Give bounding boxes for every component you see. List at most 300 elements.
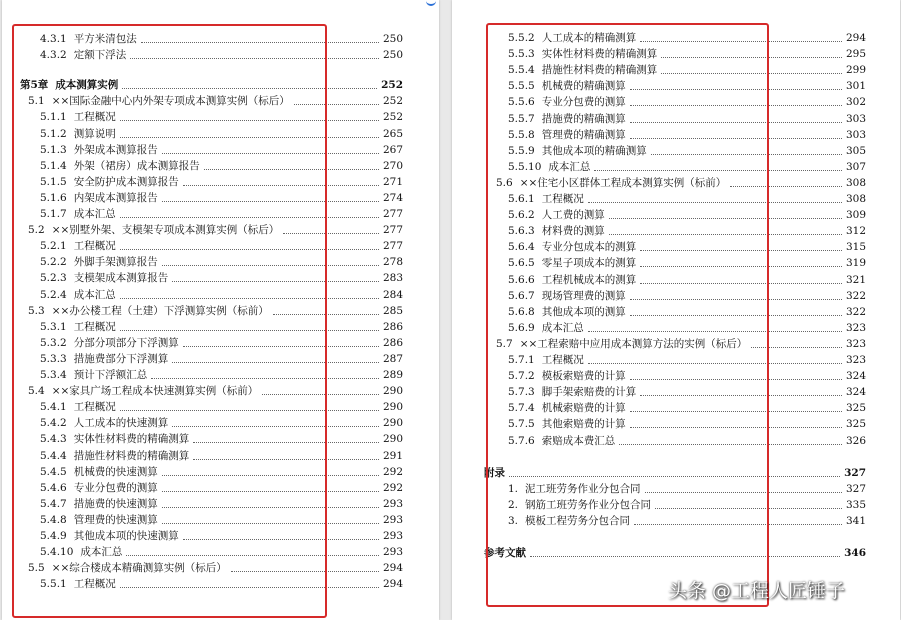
toc-dot-leader [120,120,379,121]
toc-entry-page: 346 [844,547,866,559]
toc-entry-page: 265 [382,127,403,140]
toc-entry-page: 322 [845,289,866,302]
toc-page-right [452,0,900,620]
toc-entry-title: 附录 [484,466,505,479]
toc-entry[interactable] [508,207,866,223]
toc-entry-number: 5.6.8 [508,305,535,318]
toc-entry-page: 319 [845,257,866,270]
toc-entry-number: 5.7.5 [508,418,535,431]
toc-dot-leader [640,41,842,42]
toc-entry[interactable] [28,222,403,238]
toc-entry-title: 专业分包费的测算 [541,96,626,109]
toc-entry-number: 5.5.1 [40,578,67,591]
toc-entry-number: 5.5.6 [508,96,535,109]
toc-list-right [452,0,900,620]
toc-entry[interactable] [40,431,403,447]
toc-entry-title: 成本测算实例 [55,79,119,92]
toc-entry-page: 325 [845,418,866,431]
toc-dot-leader [651,154,842,155]
toc-entry-number: 5.5.9 [508,144,535,157]
toc-entry-number: 5.7.6 [508,434,535,447]
toc-entry-number: 5.4.2 [40,417,67,430]
toc-entry-number: 5.6.2 [508,209,535,222]
toc-entry-title: ××别墅外架、支模架专项成本测算实例（标后） [51,224,280,237]
toc-entry-number: 5.6.4 [508,241,535,254]
toc-entry[interactable] [496,175,866,191]
toc-dot-leader [640,395,842,396]
toc-entry-title: ××综合楼成本精确测算实例（标后） [51,562,227,575]
toc-entry-number: 5.4.7 [40,497,67,510]
toc-entry[interactable] [40,367,403,383]
toc-entry-title: 工程概况 [73,111,116,124]
toc-dot-leader [141,42,379,43]
toc-entry-title: 其他成本项的测算 [541,305,626,318]
toc-entry-page: 289 [382,369,403,381]
toc-entry-page: 294 [382,562,403,575]
toc-entry-title: 机械费的精确测算 [541,80,626,93]
toc-entry[interactable] [40,351,403,367]
toc-entry-title: 参考文献 [484,547,526,559]
toc-dot-leader [640,266,842,267]
toc-entry[interactable] [508,384,866,400]
toc-entry-number: 5.6.5 [508,257,535,270]
toc-dot-leader [162,523,379,524]
toc-dot-leader [661,73,842,74]
toc-entry-title: 零星子项成本的测算 [541,257,637,270]
toc-entry-page: 292 [382,465,403,478]
toc-entry-number: 5.1.1 [40,111,67,124]
toc-entry-title: 人工费的测算 [541,209,605,222]
toc-entry[interactable] [508,62,866,78]
toc-entry-number: 5.6.3 [508,225,535,238]
toc-entry-title: 措施性材料费的精确测算 [73,449,190,462]
toc-dot-leader [120,410,379,411]
toc-entry-title: 平方米清包法 [73,33,137,45]
toc-entry[interactable] [484,545,866,561]
toc-entry[interactable] [508,352,866,368]
toc-entry[interactable] [508,30,866,46]
toc-entry[interactable] [40,287,403,303]
toc-dot-leader [630,315,842,316]
toc-dot-leader [162,153,379,154]
toc-entry-title: 人工成本的快速测算 [73,417,169,430]
toc-entry-page: 303 [845,112,866,125]
toc-entry-page: 252 [381,79,403,92]
toc-entry[interactable] [508,46,866,62]
toc-entry-title: 其他索赔费的计算 [541,418,626,431]
toc-entry[interactable] [40,335,403,351]
toc-dot-leader [630,105,842,106]
toc-list-left [2,0,439,620]
toc-entry-number: 5.5.3 [508,48,535,61]
toc-entry-number: 5.6.6 [508,273,535,286]
toc-page-left [2,0,439,620]
toc-entry-title: 外脚手架测算报告 [73,256,158,269]
toc-entry-number: 5.2.1 [40,240,67,253]
toc-entry-number: 5.1.4 [40,159,67,172]
toc-dot-leader [130,58,379,59]
toc-entry-number: 5.5.4 [508,64,535,77]
toc-entry-number: 5.4.5 [40,465,67,478]
toc-entry[interactable] [508,272,866,288]
toc-dot-leader [262,394,379,395]
toc-entry-number: 5.6.7 [508,289,535,302]
toc-entry-number: 5.2 [28,224,45,237]
toc-entry[interactable] [496,336,866,352]
toc-dot-leader [122,88,377,89]
toc-entry[interactable] [28,560,403,576]
toc-entry-page: 335 [845,498,866,511]
toc-dot-leader [630,411,842,412]
toc-dot-leader [162,265,379,266]
toc-dot-leader [183,539,379,540]
toc-dot-leader [588,363,842,364]
toc-dot-leader [634,524,842,525]
toc-entry-number: 5.7.1 [508,354,535,366]
toc-entry-page: 284 [382,288,403,301]
toc-entry-page: 327 [844,466,866,479]
toc-entry[interactable] [20,77,403,93]
toc-entry-title: 成本汇总 [541,321,584,334]
toc-entry-number: 5.1.3 [40,143,67,156]
toc-entry-page: 301 [845,80,866,93]
toc-entry-title: 内架成本测算报告 [73,191,158,204]
toc-entry-number: 5.3.2 [40,336,67,349]
toc-entry-page: 287 [382,352,403,365]
toc-entry-number: 5.4.8 [40,513,67,526]
toc-entry-title: 专业分包费的测算 [73,481,158,494]
toc-entry-title: ××家具广场工程成本快速测算实例（标前） [51,385,259,398]
toc-entry-page: 291 [382,449,403,462]
toc-dot-leader [120,330,379,331]
toc-dot-leader [120,587,379,588]
toc-dot-leader [645,492,842,493]
toc-entry-title: 成本汇总 [80,546,123,559]
toc-entry[interactable] [40,206,403,222]
toc-entry-page: 290 [382,385,403,398]
toc-dot-leader [661,57,842,58]
toc-entry-page: 274 [382,191,403,204]
toc-entry-title: 外架（裙房）成本测算报告 [73,159,200,172]
toc-dot-leader [204,169,379,170]
toc-entry[interactable] [40,31,403,47]
toc-entry-title: 机械费的快速测算 [73,465,158,478]
toc-entry-number: 5.3.4 [40,369,67,381]
toc-entry-title: 工程概况 [541,354,584,366]
toc-entry-number: 5.7.2 [508,370,535,383]
toc-entry-number: 5.3.1 [40,320,67,333]
toc-entry[interactable] [40,448,403,464]
toc-entry-page: 308 [845,193,866,205]
toc-entry-page: 308 [845,176,866,189]
toc-entry-number: 5.6.1 [508,193,535,205]
toc-entry-page: 252 [382,111,403,124]
toc-dot-leader [751,347,842,348]
toc-entry-title: 实体性材料费的精确测算 [73,433,190,446]
toc-dot-leader [120,298,379,299]
toc-dot-leader [120,137,379,138]
toc-dot-leader [655,508,842,509]
toc-entry-page: 270 [382,159,403,172]
toc-entry-page: 283 [382,272,403,285]
toc-entry-number: 5.7 [496,337,513,350]
toc-entry[interactable] [508,159,866,175]
toc-entry-page: 290 [382,417,403,430]
toc-entry-page: 278 [382,256,403,269]
toc-entry[interactable] [40,576,403,592]
toc-entry[interactable] [40,544,403,560]
toc-entry-title: 成本汇总 [73,288,116,301]
toc-entry-page: 299 [845,64,866,77]
toc-entry-page: 341 [845,514,866,527]
toc-entry[interactable] [40,109,403,125]
toc-entry-page: 323 [845,337,866,350]
toc-entry[interactable] [40,528,403,544]
toc-entry[interactable] [508,368,866,384]
toc-entry[interactable] [508,191,866,207]
toc-entry-title: 工程概况 [73,240,116,253]
toc-entry-page: 295 [845,48,866,61]
toc-entry-page: 293 [382,497,403,510]
toc-entry[interactable] [508,288,866,304]
toc-entry-number: 5.2.3 [40,272,67,285]
toc-entry-page: 293 [382,530,403,542]
toc-entry-number: 5.3 [28,304,45,317]
toc-entry-number: 5.4 [28,385,45,398]
toc-dot-leader [126,555,379,556]
toc-entry-page: 285 [382,304,403,317]
toc-entry-number: 5.1.6 [40,191,67,204]
toc-dot-leader [120,217,379,218]
toc-entry-page: 327 [845,482,866,495]
toc-entry-number: 5.5.5 [508,80,535,93]
toc-entry[interactable] [40,190,403,206]
toc-entry-title: 钢筋工班劳务作业分包合同 [525,498,652,511]
toc-entry-number: 2. [508,498,519,511]
toc-dot-leader [193,442,379,443]
toc-entry-page: 323 [845,354,866,366]
toc-entry[interactable] [508,481,866,497]
toc-entry[interactable] [484,465,866,481]
toc-entry-title: 措施性材料费的精确测算 [541,64,658,77]
toc-entry-page: 286 [382,320,403,333]
toc-entry-title: 泥工班劳务作业分包合同 [525,482,641,495]
toc-entry-page: 271 [382,175,403,188]
toc-entry-page: 305 [845,144,866,157]
toc-entry[interactable] [508,433,866,449]
toc-entry[interactable] [40,464,403,480]
toc-entry[interactable] [508,239,866,255]
toc-dot-leader [283,233,379,234]
toc-dot-leader [594,170,842,171]
toc-dot-leader [183,346,379,347]
toc-dot-leader [273,314,379,315]
toc-dot-leader [630,122,842,123]
toc-entry[interactable] [40,238,403,254]
toc-entry-page: 322 [845,305,866,318]
toc-entry-title: 工程概况 [541,193,584,205]
toc-entry-title: ××住宅小区群体工程成本测算实例（标前） [519,176,727,189]
toc-entry-page: 290 [382,433,403,446]
toc-entry[interactable] [508,127,866,143]
watermark-text: 头条 @工程人匠锤子 [668,580,846,602]
toc-entry-title: 专业分包成本的测算 [541,241,637,254]
toc-entry-page: 292 [382,481,403,494]
toc-dot-leader [609,234,842,235]
toc-entry-title: 成本汇总 [73,208,116,220]
toc-dot-leader [630,89,842,90]
toc-entry[interactable] [40,319,403,335]
toc-entry-title: 机械索赔费的计算 [541,402,626,415]
toc-entry-title: 索赔成本费汇总 [541,434,616,447]
toc-entry-page: 307 [845,160,866,173]
toc-entry-page: 309 [845,209,866,222]
toc-entry-title: 测算说明 [73,127,116,140]
toc-entry[interactable] [508,223,866,239]
toc-entry-title: 模板工程劳务分包合同 [525,514,631,527]
toc-entry[interactable] [508,320,866,336]
toc-dot-leader [162,491,379,492]
toc-entry-title: 管理费的快速测算 [73,513,158,526]
toc-entry[interactable] [40,142,403,158]
toc-entry[interactable] [508,400,866,416]
toc-entry[interactable] [508,513,866,529]
toc-entry-page: 321 [845,273,866,286]
toc-entry-title: ××办公楼工程（土建）下浮测算实例（标前） [51,304,269,317]
toc-entry[interactable] [508,78,866,94]
toc-dot-leader [162,475,379,476]
toc-entry-title: 实体性材料费的精确测算 [541,48,658,61]
toc-entry-title: 工程概况 [73,320,116,333]
toc-entry-number: 5.1.2 [40,127,67,140]
toc-entry[interactable] [40,47,403,63]
toc-entry[interactable] [40,126,403,142]
toc-entry[interactable] [40,496,403,512]
toc-entry-title: 工程概况 [73,401,116,414]
toc-entry-number: 5.1.5 [40,175,67,188]
toc-entry[interactable] [40,254,403,270]
toc-entry-number: 3. [508,514,519,527]
toc-entry[interactable] [28,303,403,319]
toc-entry[interactable] [40,480,403,496]
toc-entry[interactable] [40,512,403,528]
toc-entry-page: 277 [382,240,403,253]
toc-entry-page: 324 [845,386,866,399]
toc-entry-number: 4.3.2 [40,49,67,62]
toc-entry-title: 成本汇总 [548,160,591,173]
toc-entry-title: ××工程索赔中应用成本测算方法的实例（标后） [519,337,748,350]
toc-entry-number: 5.4.1 [40,401,67,414]
toc-entry-page: 277 [382,224,403,237]
toc-entry[interactable] [40,158,403,174]
toc-entry[interactable] [28,93,403,109]
toc-entry[interactable] [508,94,866,110]
toc-entry-title: ××国际金融中心内外架专项成本测算实例（标后） [51,95,290,108]
toc-entry-number: 5.4.9 [40,530,67,542]
toc-entry[interactable] [508,497,866,513]
toc-entry-page: 326 [845,434,866,447]
toc-entry-title: 现场管理费的测算 [541,289,626,302]
toc-entry-number: 5.7.4 [508,402,535,415]
toc-entry-title: 外架成本测算报告 [73,143,158,156]
toc-entry[interactable] [28,383,403,399]
toc-dot-leader [172,281,379,282]
toc-dot-leader [151,378,379,379]
toc-entry-page: 267 [382,143,403,156]
toc-dot-leader [162,201,379,202]
toc-entry-number: 5.1.7 [40,208,67,220]
toc-entry[interactable] [508,111,866,127]
toc-entry[interactable] [508,143,866,159]
toc-entry-title: 预计下浮额汇总 [73,369,148,381]
toc-entry-page: 302 [845,96,866,109]
toc-entry-page: 277 [382,208,403,220]
toc-entry-title: 工程概况 [73,578,116,591]
toc-entry-page: 252 [382,95,403,108]
toc-entry-title: 措施费的快速测算 [73,497,158,510]
toc-dot-leader [294,104,379,105]
toc-entry-number: 5.2.2 [40,256,67,269]
toc-dot-leader [640,250,842,251]
toc-entry-number: 5.4.10 [40,546,74,559]
toc-entry-number: 5.5.8 [508,128,535,141]
toc-dot-leader [609,218,842,219]
toc-dot-leader [162,507,379,508]
toc-entry-number: 5.4.6 [40,481,67,494]
toc-entry[interactable] [508,255,866,271]
toc-entry-page: 323 [845,321,866,334]
toc-entry-title: 分部分项部分下浮测算 [73,336,179,349]
toc-entry-title: 其他成本项的精确测算 [541,144,647,157]
toc-entry-number: 4.3.1 [40,33,67,45]
toc-dot-leader [630,379,842,380]
toc-entry-page: 325 [845,402,866,415]
toc-entry-number: 5.2.4 [40,288,67,301]
toc-entry-page: 250 [382,49,403,62]
toc-entry-title: 安全防护成本测算报告 [73,175,179,188]
toc-entry-title: 脚手架索赔费的计算 [541,386,637,399]
toc-entry[interactable] [40,399,403,415]
toc-entry-title: 定额下浮法 [73,49,127,62]
toc-dot-leader [231,571,379,572]
toc-entry-number: 5.4.4 [40,449,67,462]
toc-dot-leader [193,459,379,460]
toc-entry-title: 其他成本项的快速测算 [73,530,179,542]
toc-dot-leader [530,556,840,557]
toc-entry-number: 5.5 [28,562,45,575]
toc-entry-number: 5.5.10 [508,160,542,173]
toc-entry-title: 措施费的精确测算 [541,112,626,125]
toc-entry[interactable] [40,174,403,190]
toc-entry-title: 措施费部分下浮测算 [73,352,169,365]
toc-entry-page: 293 [382,546,403,559]
toc-dot-leader [172,362,379,363]
toc-dot-leader [120,249,379,250]
toc-entry-page: 294 [845,32,866,44]
toc-dot-leader [172,426,379,427]
toc-entry-page: 250 [382,33,403,45]
toc-dot-leader [630,427,842,428]
toc-entry[interactable] [40,270,403,286]
toc-entry[interactable] [40,415,403,431]
toc-entry-title: 支模架成本测算报告 [73,272,169,285]
toc-dot-leader [619,444,842,445]
toc-entry[interactable] [508,416,866,432]
toc-entry[interactable] [508,304,866,320]
toc-entry-number: 5.5.2 [508,32,535,44]
toc-entry-number: 5.7.3 [508,386,535,399]
toc-entry-title: 材料费的测算 [541,225,605,238]
